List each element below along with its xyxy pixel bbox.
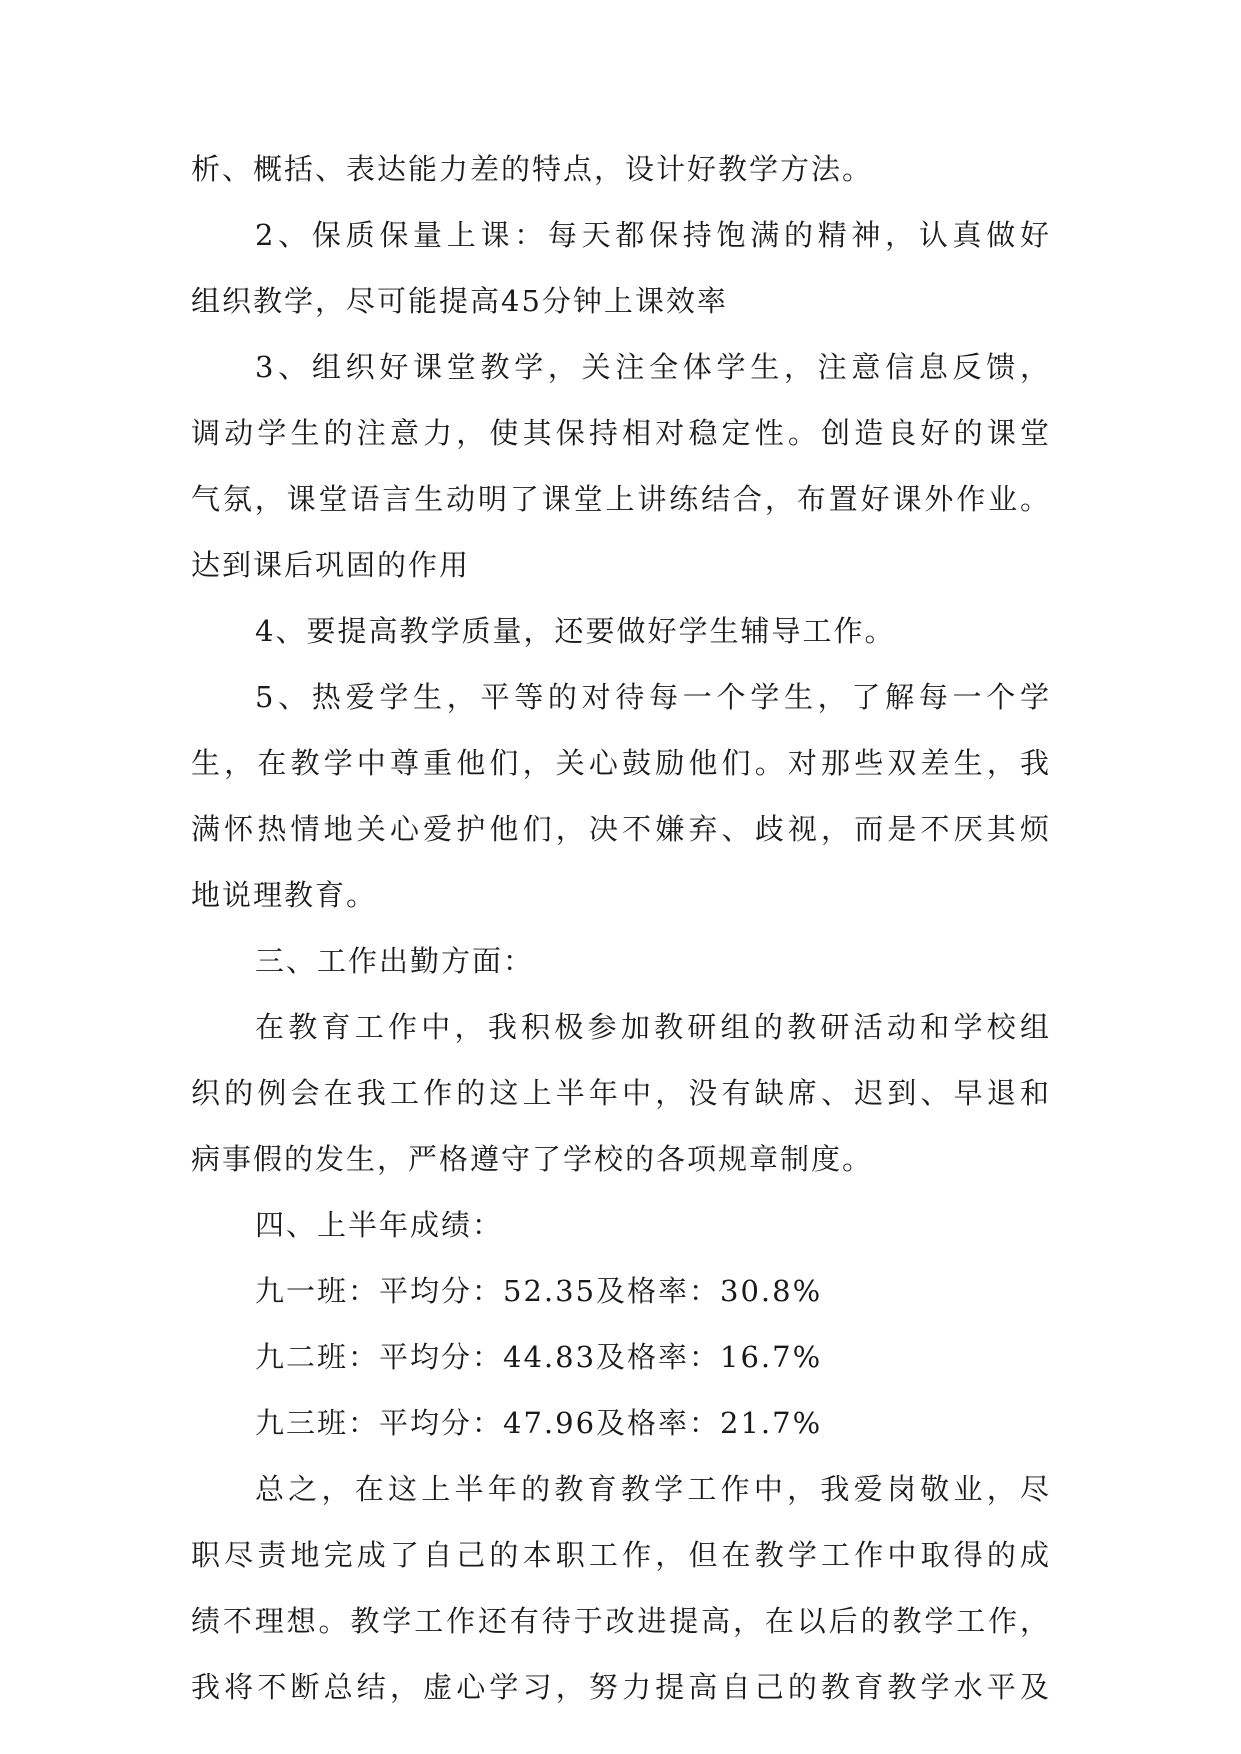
text-line: 满怀热情地关心爱护他们，决不嫌弃、歧视，而是不厌其烦 [191,812,1051,846]
text-line: 生，在教学中尊重他们，关心鼓励他们。对那些双差生，我 [191,746,1051,780]
text-line: 4、要提高教学质量，还要做好学生辅导工作。 [255,614,896,648]
score-line: 九一班：平均分：52.35及格率：30.8% [255,1274,823,1308]
text-line: 析、概括、表达能力差的特点，设计好教学方法。 [191,152,874,186]
text-line: 3、组织好课堂教学，关注全体学生，注意信息反馈， [255,350,1051,384]
text-line: 在教育工作中，我积极参加教研组的教研活动和学校组 [255,1010,1051,1044]
text-line: 总之，在这上半年的教育教学工作中，我爱岗敬业，尽 [255,1472,1051,1506]
text-line: 绩不理想。教学工作还有待于改进提高，在以后的教学工作， [191,1604,1051,1638]
text-line: 地说理教育。 [191,878,378,912]
text-line: 达到课后巩固的作用 [191,548,471,582]
text-line: 职尽责地完成了自己的本职工作，但在教学工作中取得的成 [191,1538,1051,1572]
text-line: 病事假的发生，严格遵守了学校的各项规章制度。 [191,1142,874,1176]
text-line: 5、热爱学生，平等的对待每一个学生，了解每一个学 [255,680,1051,714]
text-line: 调动学生的注意力，使其保持相对稳定性。创造良好的课堂 [191,416,1051,450]
section-heading: 四、上半年成绩： [255,1208,504,1242]
text-line: 组织教学，尽可能提高45分钟上课效率 [191,284,728,318]
section-heading: 三、工作出勤方面： [255,944,535,978]
text-line: 气氛，课堂语言生动明了课堂上讲练结合，布置好课外作业。 [191,482,1051,516]
text-line: 织的例会在我工作的这上半年中，没有缺席、迟到、早退和 [191,1076,1051,1110]
text-line: 2、保质保量上课：每天都保持饱满的精神，认真做好 [255,218,1051,252]
score-line: 九二班：平均分：44.83及格率：16.7% [255,1340,823,1374]
score-line: 九三班：平均分：47.96及格率：21.7% [255,1406,823,1440]
text-line: 我将不断总结，虚心学习，努力提高自己的教育教学水平及 [191,1670,1051,1704]
